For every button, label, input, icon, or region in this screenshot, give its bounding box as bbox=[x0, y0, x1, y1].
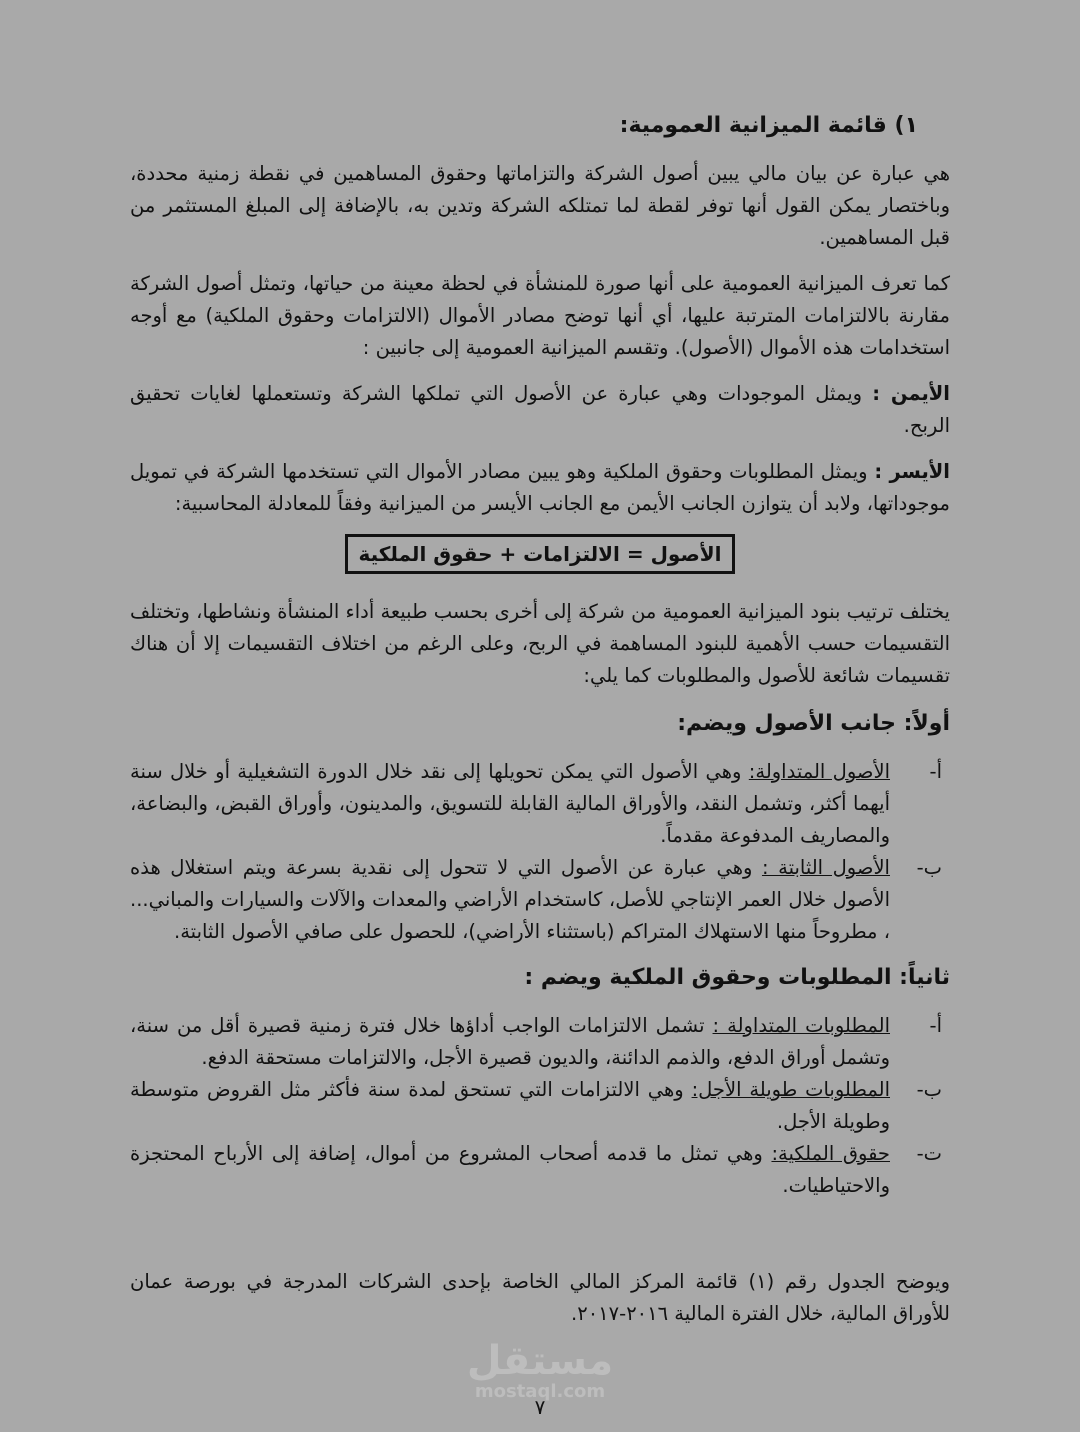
page-number: ٧ bbox=[534, 1395, 546, 1419]
accounting-equation: الأصول = الالتزامات + حقوق الملكية bbox=[345, 534, 734, 574]
definition-paragraph: كما تعرف الميزانية العمومية على أنها صورة للمنشأة في لحظة معينة من حياتها، وتمثل أصول الشركة مقارنة بالالتزامات المترتبة عليها، أي أنها توضح مصادر الأموال (الالتزامات وحقوق الملكية) مع أوجه استخدامات هذه الأموال (الأصول). وتقسم الميزانية العمومية إلى جانبين : bbox=[130, 272, 950, 359]
list-item bbox=[130, 756, 950, 852]
item-term: الأصول المتداولة: bbox=[748, 760, 890, 783]
item-marker: أ- bbox=[929, 1014, 942, 1037]
item-text: وهي الالتزامات التي تستحق لمدة سنة فأكثر مثل القروض متوسطة وطويلة الأجل. bbox=[130, 1078, 890, 1133]
item-marker: أ- bbox=[929, 760, 942, 783]
right-side-text: ويمثل الموجودات وهي عبارة عن الأصول التي تملكها الشركة وتستعملها لغايات تحقيق الربح. bbox=[130, 382, 950, 437]
item-term: المطلوبات المتداولة : bbox=[712, 1014, 890, 1037]
classification-paragraph: يختلف ترتيب بنود الميزانية العمومية من شركة إلى أخرى بحسب طبيعة أداء المنشأة ونشاطها، وتختلف التقسيمات حسب الأهمية للبنود المساهمة في الربح، وعلى الرغم من اختلاف التقسيمات إلا أن هناك تقسيمات شائعة للأصول والمطلوبات كما يلي: bbox=[130, 600, 950, 687]
mostaql-watermark bbox=[0, 1340, 1080, 1402]
item-text: وهي الأصول التي يمكن تحويلها إلى نقد خلال الدورة التشغيلية أو خلال سنة أيهما أكثر، وتشمل النقد، والأوراق المالية القابلة للتسويق، والمدينون، وأوراق القبض، والبضاعة، والمصاريف المدفوعة مقدماً. bbox=[130, 760, 890, 847]
list-item bbox=[130, 1074, 950, 1138]
item-marker: ب- bbox=[916, 856, 942, 879]
right-side-label: الأيمن : bbox=[872, 382, 950, 405]
equation-wrapper bbox=[130, 534, 950, 574]
item-term: الأصول الثابتة : bbox=[761, 856, 890, 879]
section-title: ١) قائمة الميزانية العمومية: bbox=[619, 113, 918, 138]
spacer bbox=[130, 1214, 950, 1266]
right-side-paragraph bbox=[130, 378, 950, 442]
item-term: حقوق الملكية: bbox=[771, 1142, 890, 1165]
item-text: وهي تمثل ما قدمه أصحاب المشروع من أموال، إضافة إلى الأرباح المحتجزة والاحتياطيات. bbox=[130, 1142, 890, 1197]
watermark-latin: mostaql.com bbox=[474, 1381, 606, 1402]
watermark-arabic: مستقل bbox=[466, 1338, 614, 1384]
intro-paragraph: هي عبارة عن بيان مالي يبين أصول الشركة والتزاماتها وحقوق المساهمين في نقطة زمنية محددة، وباختصار يمكن القول أنها توفر لقطة لما تمتلكه الشركة وتدين به، بالإضافة إلى المبلغ المستثمر من قبل المساهمين. bbox=[130, 162, 950, 249]
list-item bbox=[130, 1010, 950, 1074]
table-reference-paragraph: ويوضح الجدول رقم (١) قائمة المركز المالي الخاصة بإحدى الشركات المدرجة في بورصة عمان للأوراق المالية، خلال الفترة المالية ٢٠١٦-٢٠١٧. bbox=[130, 1270, 950, 1325]
item-term: المطلوبات طويلة الأجل: bbox=[691, 1078, 890, 1101]
left-side-text: ويمثل المطلوبات وحقوق الملكية وهو يبين مصادر الأموال التي تستخدمها الشركة في تمويل موجوداتها، ولابد أن يتوازن الجانب الأيمن مع الجانب الأيسر من الميزانية وفقاً للمعادلة المحاسبية: bbox=[130, 460, 950, 515]
liabilities-heading: ثانياً: المطلوبات وحقوق الملكية ويضم : bbox=[524, 965, 950, 990]
item-marker: ت- bbox=[916, 1142, 942, 1165]
item-marker: ب- bbox=[916, 1078, 942, 1101]
list-item bbox=[130, 852, 950, 948]
list-item bbox=[130, 1138, 950, 1202]
left-side-label: الأيسر : bbox=[874, 460, 950, 483]
liabilities-list bbox=[130, 1010, 950, 1202]
assets-list bbox=[130, 756, 950, 948]
assets-heading: أولاً: جانب الأصول ويضم: bbox=[677, 711, 950, 736]
left-side-paragraph bbox=[130, 456, 950, 520]
item-text: وهي عبارة عن الأصول التي لا تتحول إلى نقدية بسرعة ويتم استغلال هذه الأصول خلال العمر الإنتاجي للأصل، كاستخدام الأراضي والمعدات والآلات والسيارات والمباني... ، مطروحاً منها الاستهلاك المتراكم (باستثناء الأراضي)، للحصول على صافي الأصول الثابتة. bbox=[130, 856, 890, 943]
page-content bbox=[130, 108, 950, 1344]
item-text: تشمل الالتزامات الواجب أداؤها خلال فترة زمنية قصيرة أقل من سنة، وتشمل أوراق الدفع، والذمم الدائنة، والديون قصيرة الأجل، والالتزامات مستحقة الدفع. bbox=[130, 1014, 890, 1069]
